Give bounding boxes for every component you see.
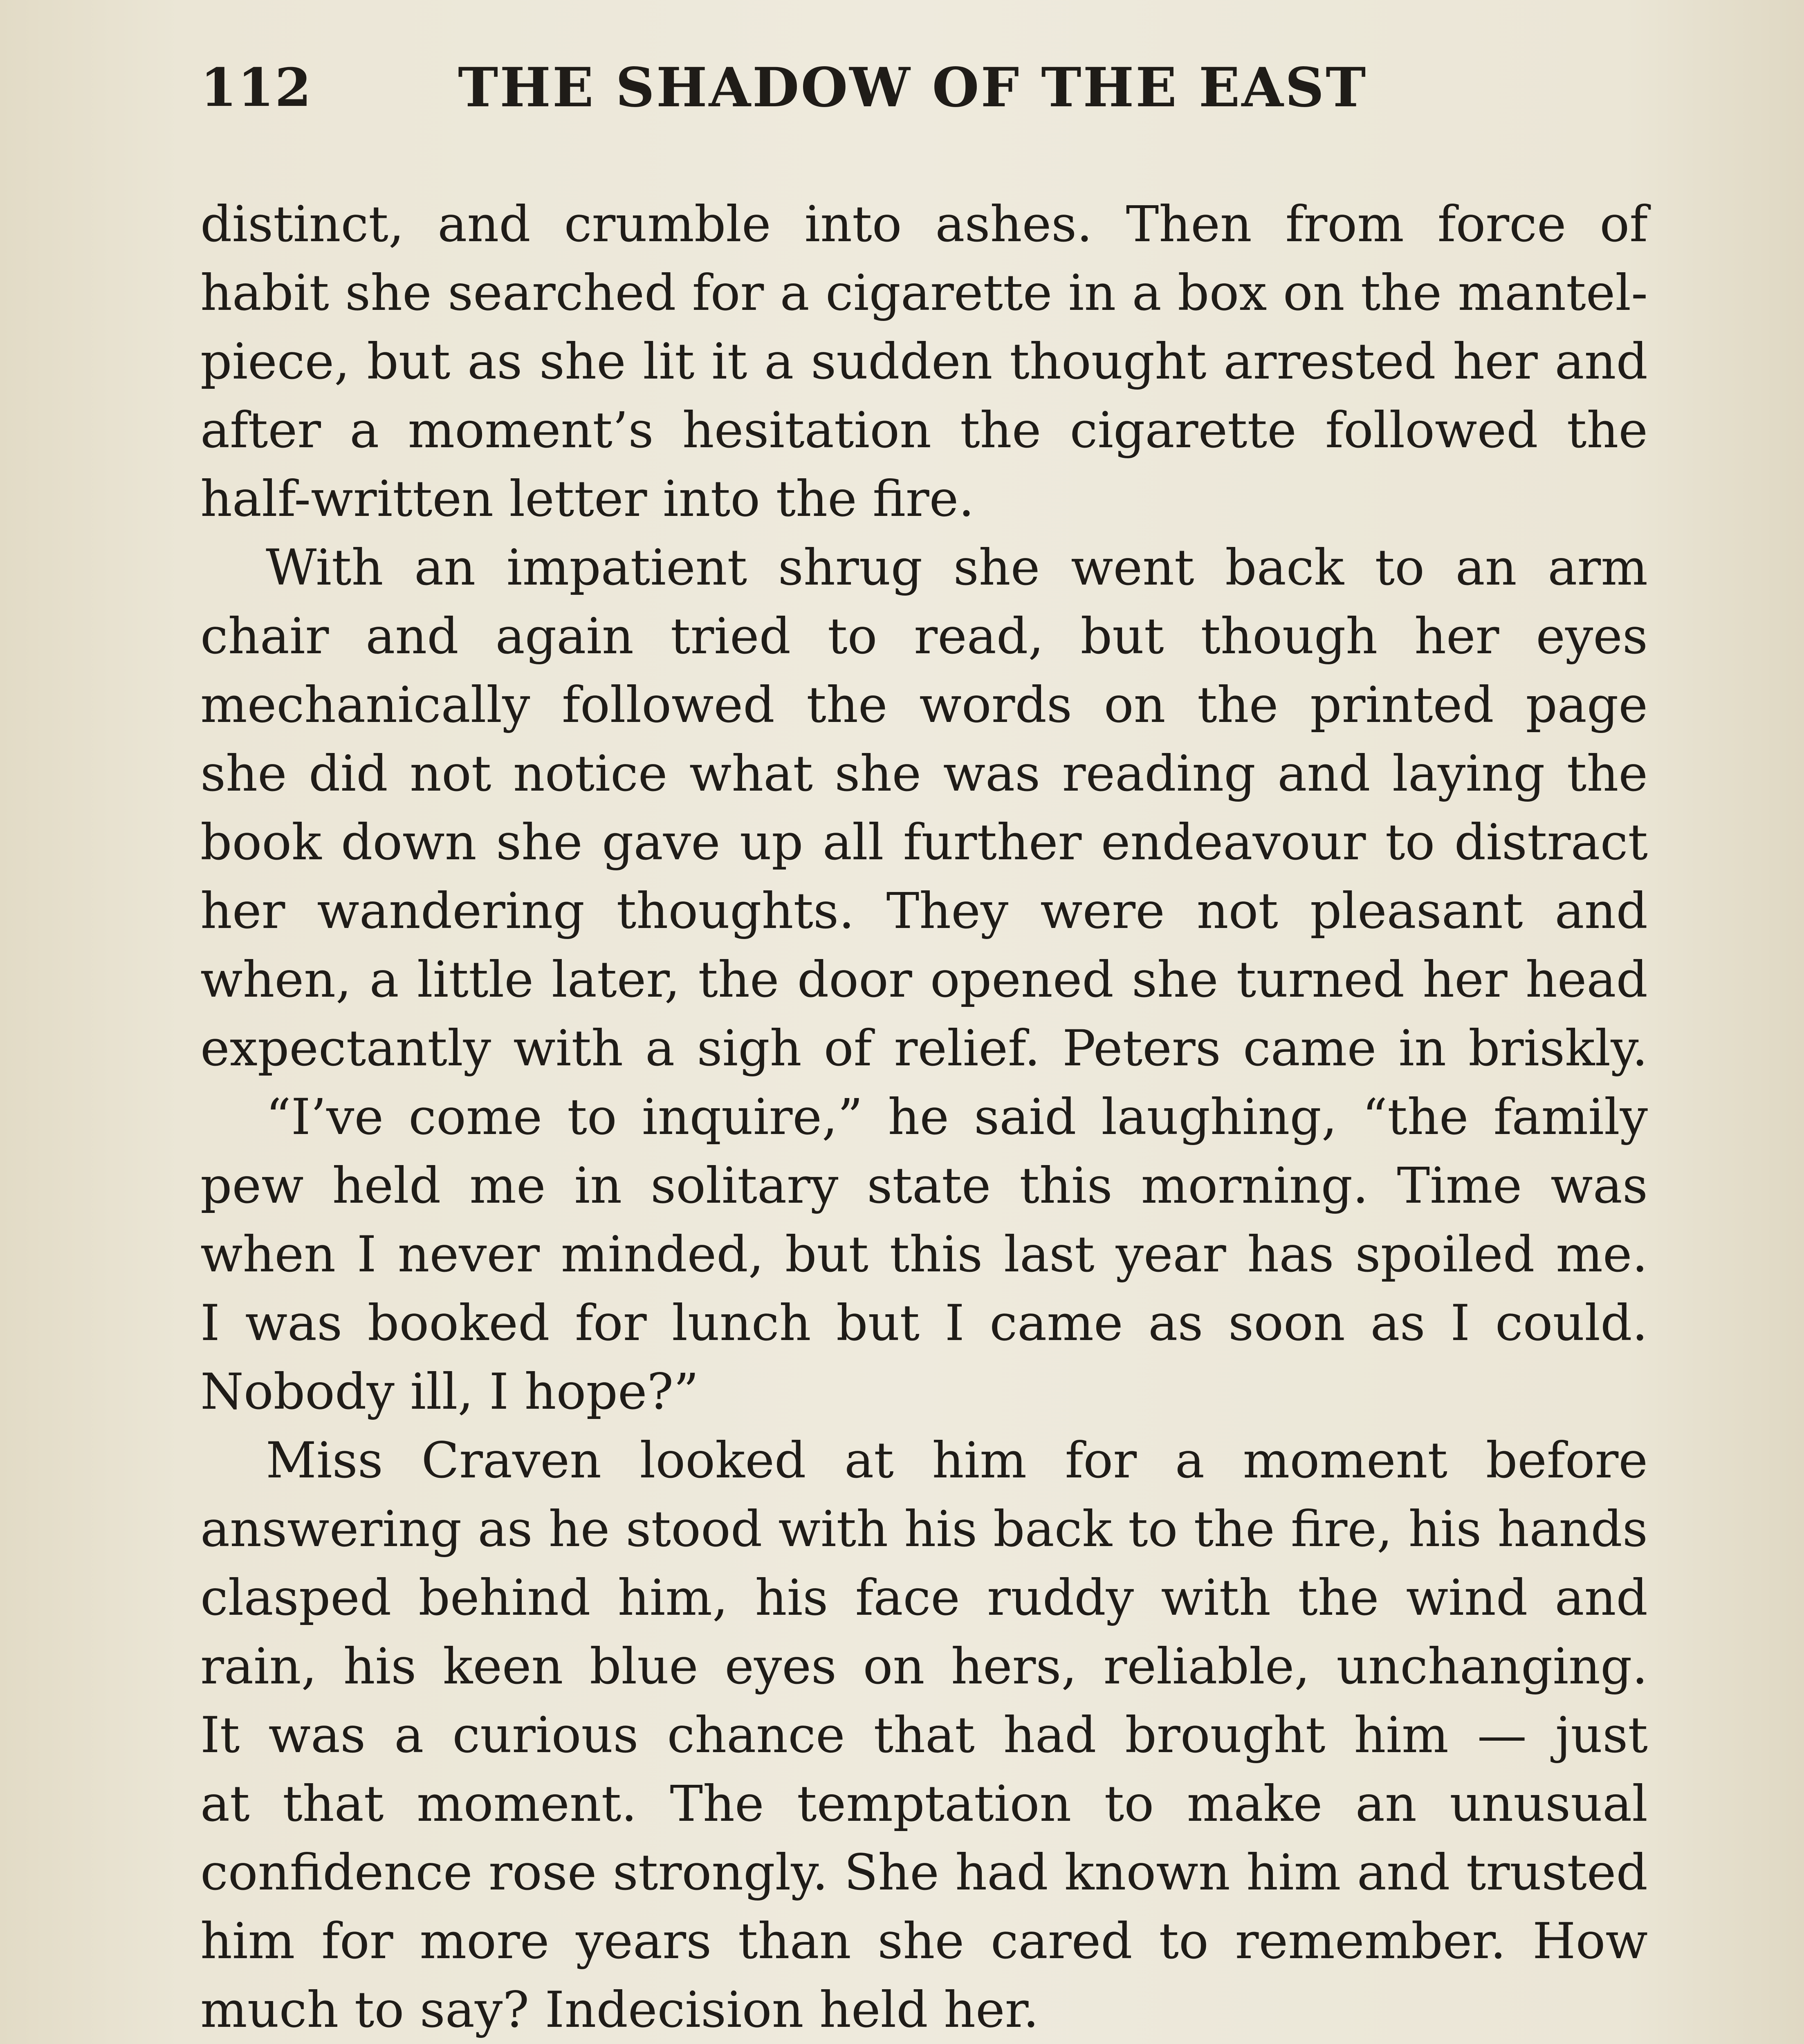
text-line: Nobody ill, I hope?” — [200, 1363, 699, 1421]
text-line: answering as he stood with his back to the fire, his hands — [200, 1500, 1648, 1558]
text-line: piece, but as she lit it a sudden thought arrested her and — [200, 333, 1648, 390]
text-line: It was a curious chance that had brought him — just — [200, 1706, 1648, 1764]
text-line: her wandering thoughts. They were not pleasant and — [200, 882, 1648, 940]
running-head: THE SHADOW OF THE EAST — [458, 56, 1368, 119]
text-line: I was booked for lunch but I came as soon as I could. — [200, 1294, 1648, 1352]
text-line: rain, his keen blue eyes on hers, reliable, unchanging. — [200, 1638, 1648, 1695]
text-line: chair and again tried to read, but though her eyes — [200, 607, 1648, 665]
text-line: confidence rose strongly. She had known him and trusted — [200, 1844, 1648, 1901]
text-line: when I never minded, but this last year has spoiled me. — [200, 1226, 1648, 1283]
text-line: Miss Craven looked at him for a moment before — [266, 1432, 1648, 1489]
text-line: mechanically followed the words on the printed page — [200, 676, 1648, 734]
text-line: at that moment. The temptation to make an unusual — [200, 1775, 1648, 1833]
text-line: distinct, and crumble into ashes. Then from force of — [200, 195, 1648, 253]
text-line: clasped behind him, his face ruddy with the wind and — [200, 1569, 1648, 1627]
text-line: habit she searched for a cigarette in a box on the mantel- — [200, 264, 1648, 322]
text-line: she did not notice what she was reading and laying the — [200, 745, 1648, 802]
text-line: book down she gave up all further endeavour to distract — [200, 814, 1648, 871]
page-header — [0, 47, 1804, 129]
text-line: much to say? Indecision held her. — [200, 1981, 1039, 2039]
page-number: 112 — [200, 57, 312, 119]
text-line: expectantly with a sigh of relief. Peters came in briskly. — [200, 1020, 1648, 1077]
text-line: after a moment’s hesitation the cigarette followed the — [200, 401, 1648, 459]
text-line: him for more years than she cared to remember. How — [200, 1912, 1648, 1970]
body-text — [200, 190, 1648, 2044]
text-line: “I’ve come to inquire,” he said laughing, “the family — [266, 1088, 1648, 1146]
text-line: With an impatient shrug she went back to an arm — [266, 539, 1648, 596]
text-line: half-written letter into the fire. — [200, 470, 974, 528]
text-line: pew held me in solitary state this morning. Time was — [200, 1157, 1648, 1215]
text-line: when, a little later, the door opened she turned her head — [200, 951, 1648, 1009]
